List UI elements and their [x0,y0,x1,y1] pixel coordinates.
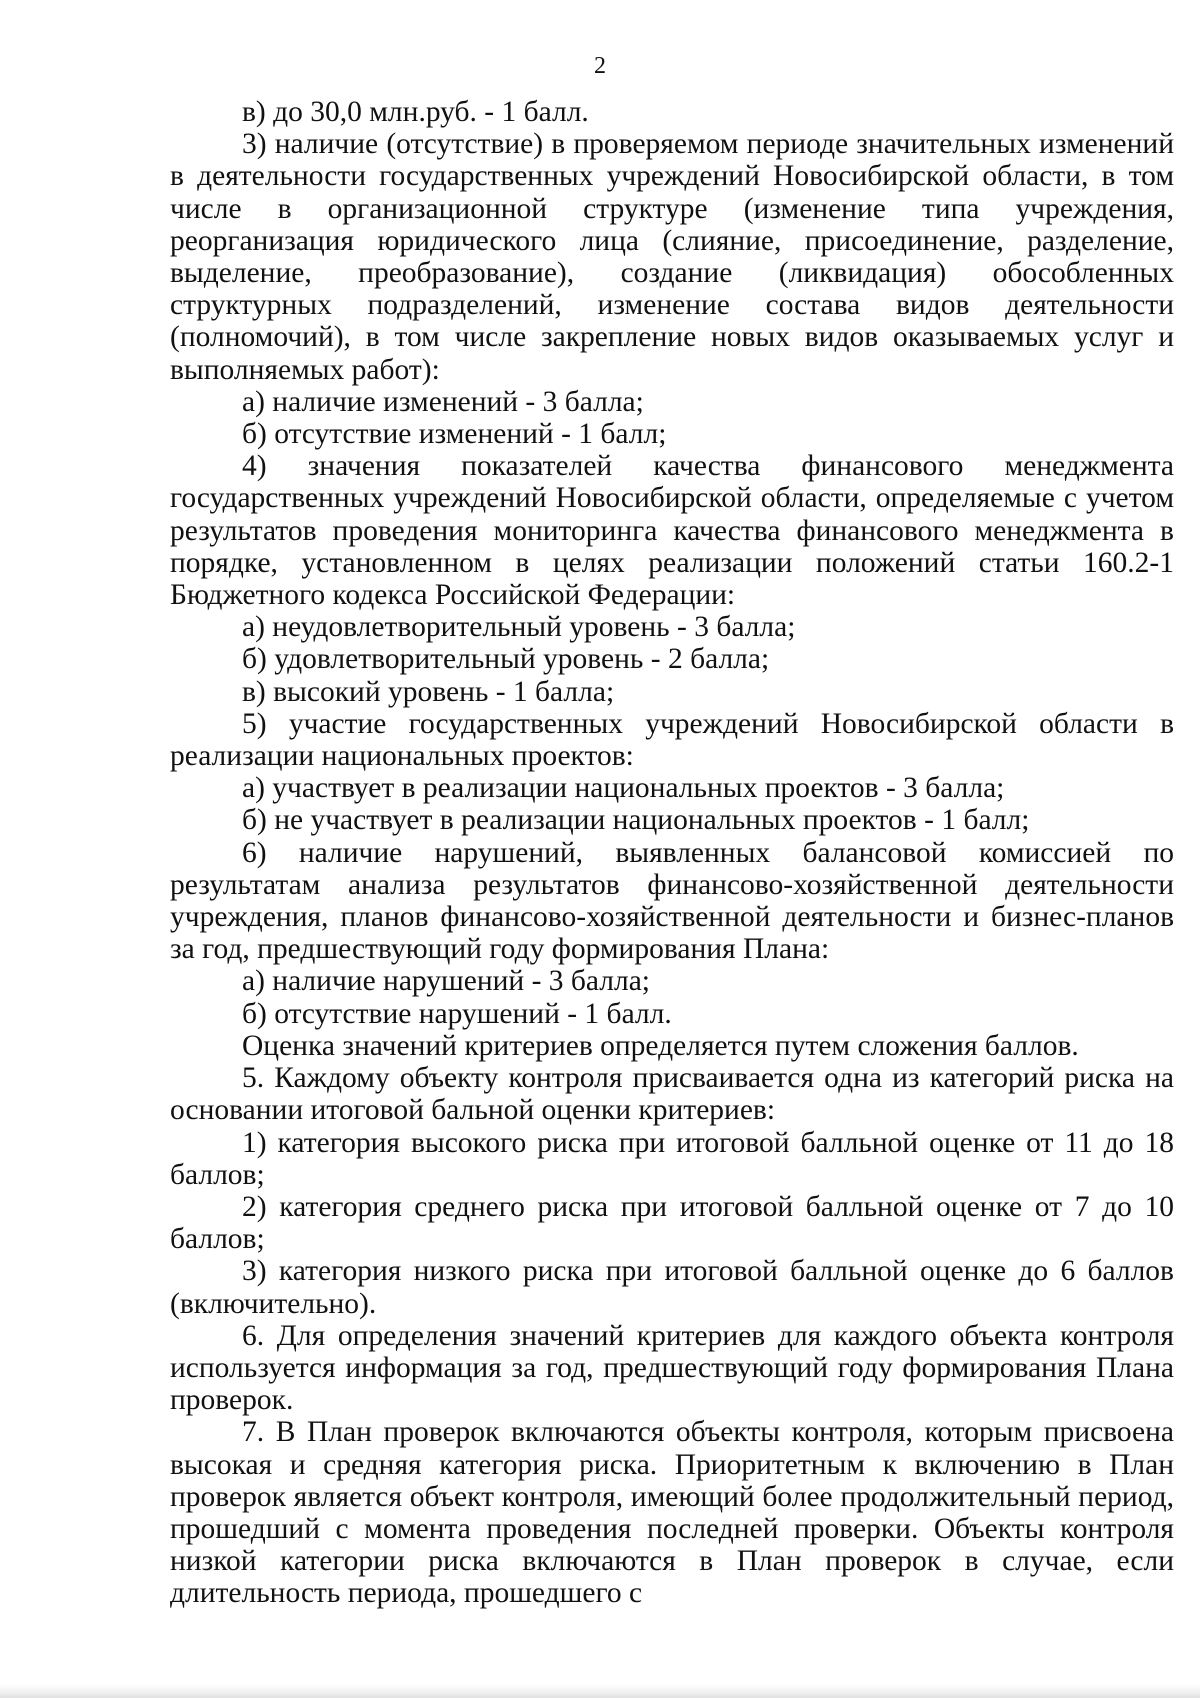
paragraph-risk-high: 1) категория высокого риска при итоговой балльной оценке от 11 до 18 баллов; [170,1126,1174,1191]
paragraph-option-4v: в) высокий уровень - 1 балла; [242,675,615,708]
paragraph-option-5b: б) не участвует в реализации национальных проектов - 1 балл; [242,804,1030,837]
scan-bottom-edge [0,1684,1200,1698]
paragraph-item-v-limit: в) до 30,0 млн.руб. - 1 балл. [242,96,589,128]
paragraph-criterion-5: 5) участие государственных учреждений Новосибирской области в реализации национальных проектов: [170,707,1174,773]
paragraph-criterion-4: 4) значения показателей качества финансового менеджмента государственных учреждений Новосибирской области, определяемые с учетом результатов проведения мониторинга качества финансового менеджмента в порядке, установленном в целях реализации положений статьи 160.2-1 Бюджетного кодекса Российской Федерации: [170,450,1174,612]
paragraph-criterion-6: 6) наличие нарушений, выявленных балансовой комиссией по результатам анализа результатов финансово-хозяйственной деятельности учреждения, планов финансово-хозяйственной деятельности и бизнес-планов за год, предшествующий году формирования Плана: [170,836,1174,966]
document-body [170,96,1174,1610]
paragraph-option-4b: б) удовлетворительный уровень - 2 балла; [242,643,770,676]
paragraph-option-3b: б) отсутствие изменений - 1 балл; [242,418,667,451]
paragraph-option-5a: а) участвует в реализации национальных проектов - 3 балла; [242,772,1005,805]
paragraph-section-5: 5. Каждому объекту контроля присваивается одна из категорий риска на основании итоговой бальной оценки критериев: [170,1062,1174,1127]
paragraph-option-3a: а) наличие изменений - 3 балла; [242,385,644,418]
paragraph-option-6b: б) отсутствие нарушений - 1 балл. [242,997,672,1030]
paragraph-scoring-rule: Оценка значений критериев определяется путем сложения баллов. [242,1029,1079,1062]
paragraph-risk-low: 3) категория низкого риска при итоговой балльной оценке до 6 баллов (включительно). [170,1255,1174,1320]
paragraph-section-6: 6. Для определения значений критериев для каждого объекта контроля используется информация за год, предшествующий году формирования Плана проверок. [170,1319,1174,1417]
paragraph-option-4a: а) неудовлетворительный уровень - 3 балла; [242,611,796,644]
paragraph-criterion-3: 3) наличие (отсутствие) в проверяемом периоде значительных изменений в деятельности государственных учреждений Новосибирской области, в том числе в организационной структуре (изменение типа учреждения, реорганизация юридического лица (слияние, присоединение, разделение, выделение, преобразование), создание (ликвидация) обособленных структурных подразделений, изменение состава видов деятельности (полномочий), в том числе закрепление новых видов оказываемых услуг и выполняемых работ): [170,128,1174,386]
page-number: 2 [594,53,606,79]
paragraph-risk-medium: 2) категория среднего риска при итоговой балльной оценке от 7 до 10 баллов; [170,1190,1174,1256]
paragraph-option-6a: а) наличие нарушений - 3 балла; [242,965,650,998]
paragraph-section-7: 7. В План проверок включаются объекты контроля, которым присвоена высокая и средняя категория риска. Приоритетным к включению в План проверок является объект контроля, имеющий более продолжительный период, прошедший с момента проведения последней проверки. Объекты контроля низкой категории риска включаются в План проверок в случае, если длительность периода, прошедшего с [170,1416,1174,1610]
